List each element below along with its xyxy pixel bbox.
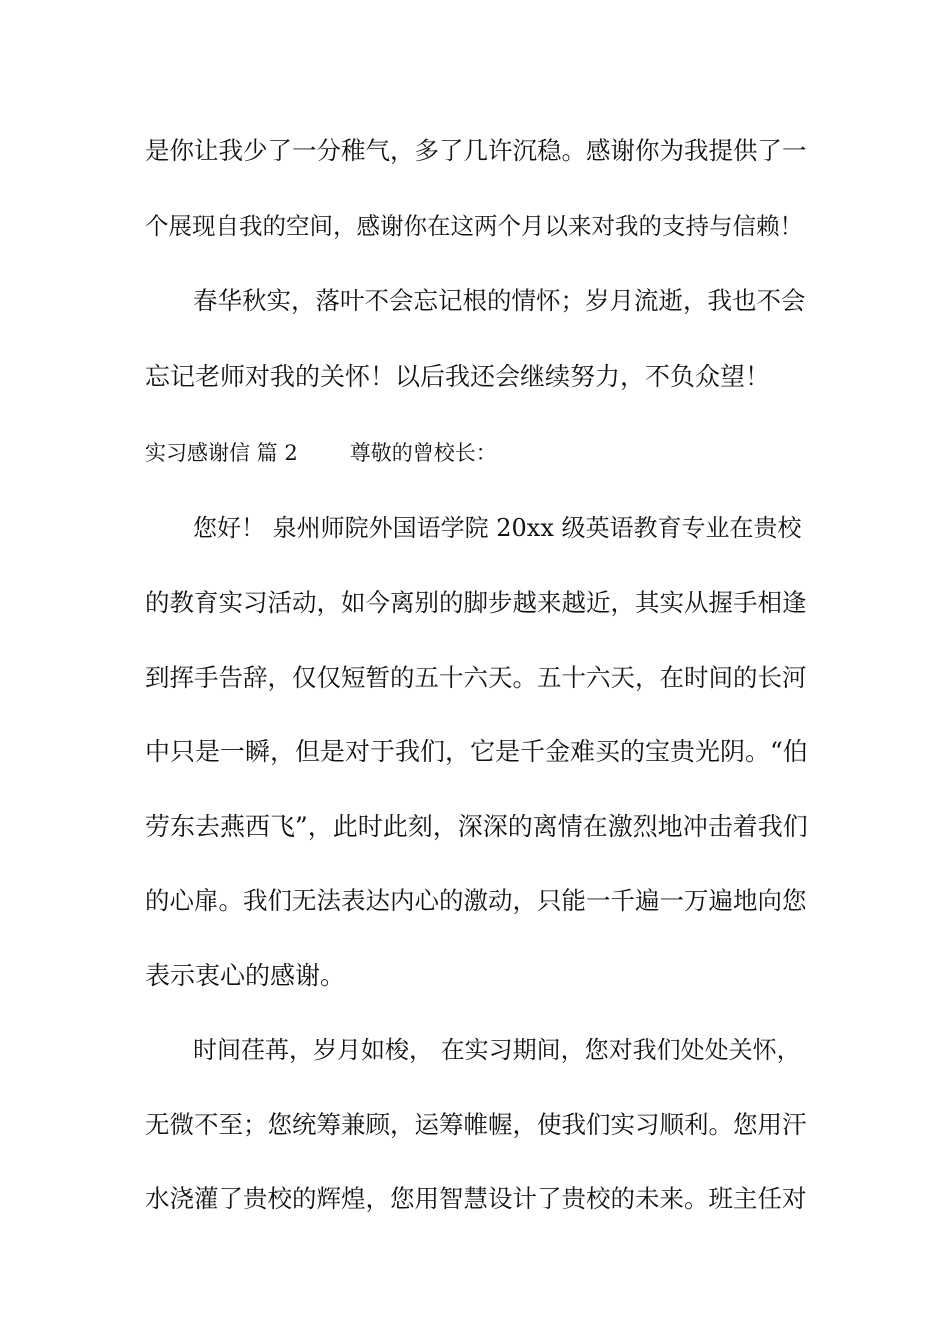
paragraph-line: 表示衷心的感谢。 [145, 961, 346, 990]
letter-heading [145, 438, 810, 468]
paragraph-line: 的教育实习活动，如今离别的脚步越来越近，其实从握手相逢 [145, 588, 807, 617]
paragraph-line: 忘记老师对我的关怀！以后我还会继续努力，不负众望！ [145, 362, 771, 391]
letter-salutation: 尊敬的曾校长： [349, 441, 497, 465]
paragraph-line: 到挥手告辞，仅仅短暂的五十六天。五十六天，在时间的长河 [145, 663, 807, 692]
paragraph-line: 的心扉。我们无法表达内心的激动，只能一千遍一万遍地向您 [145, 886, 807, 915]
paragraph-line: 时间荏苒，岁月如梭， 在实习期间，您对我们处处关怀， [193, 1036, 801, 1064]
paragraph-line: 春华秋实，落叶不会忘记根的情怀；岁月流逝，我也不会 [193, 286, 806, 315]
paragraph-line: 水浇灌了贵校的辉煌，您用智慧设计了贵校的未来。班主任对 [145, 1184, 807, 1213]
letter-title: 实习感谢信 篇 2 [145, 441, 298, 465]
paragraph-line: 无微不至；您统筹兼顾，运筹帷幄，使我们实习顺利。您用汗 [145, 1110, 807, 1139]
paragraph-line: 是你让我少了一分稚气，多了几许沉稳。感谢你为我提供了一 [145, 136, 807, 165]
paragraph-line: 劳东去燕西飞”，此时此刻，深深的离情在激烈地冲击着我们 [145, 812, 808, 841]
paragraph-line: 您好！ 泉州师院外国语学院 20xx 级英语教育专业在贵校 [193, 514, 802, 542]
paragraph-line: 中只是一瞬，但是对于我们，它是千金难买的宝贵光阴。“伯 [145, 737, 808, 766]
paragraph-line: 个展现自我的空间，感谢你在这两个月以来对我的支持与信赖！ [145, 212, 803, 240]
